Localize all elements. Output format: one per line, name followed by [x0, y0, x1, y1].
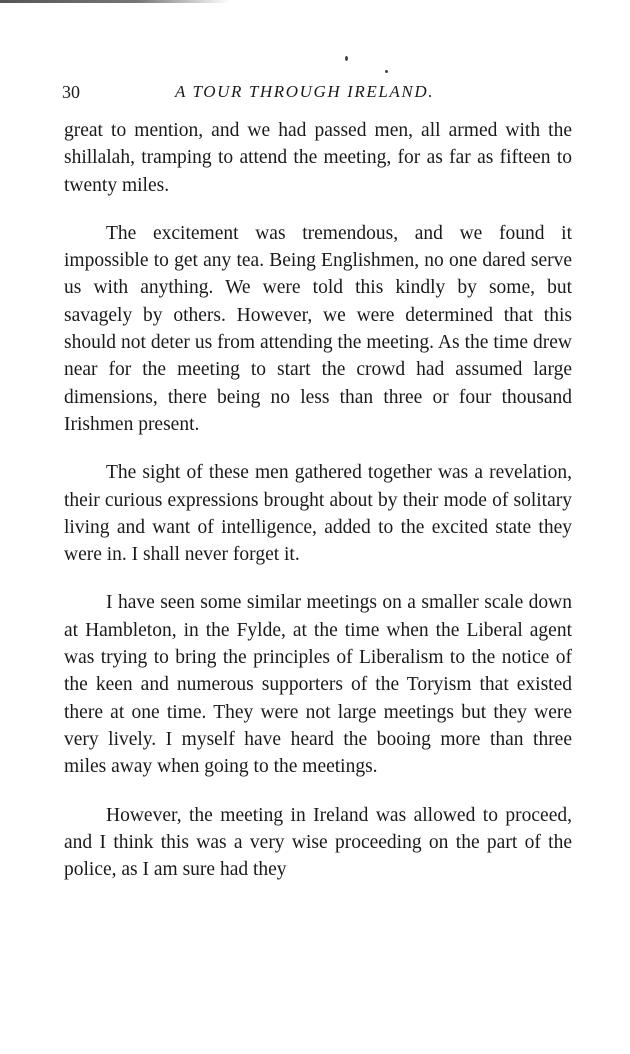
- ink-speck: [345, 56, 348, 61]
- ink-speck: [385, 70, 388, 73]
- paragraph: The excitement was tremendous, and we found it impossible to get any tea. Being Englishmen, no one dared serve us with anything. We were told this kindly by some, but savagely by others. However, we were determined that this should not deter us from attending the meeting. As the time drew near for the meeting to start the crowd had assumed large dimensions, there being no less than three or four thousand Irishmen present.: [64, 222, 572, 435]
- paragraph: However, the meeting in Ireland was allowed to proceed, and I think this was a very wise proceeding on the part of the police, as I am sure had they: [64, 804, 572, 881]
- paragraph: great to mention, and we had passed men, all armed with the shillalah, tramping to attend the meeting, for as far as fifteen to twenty miles.: [64, 120, 572, 196]
- body-text: [64, 117, 572, 904]
- page-header: [62, 82, 552, 106]
- paragraph: I have seen some similar meetings on a smaller scale down at Hambleton, in the Fylde, at the time when the Liberal agent was trying to bring the principles of Liberalism to the notice of the keen and numerous supporters of the Toryism that existed there at one time. They were not large meetings but they were very lively. I myself have heard the booing more than three miles away when going to the meetings.: [64, 592, 572, 778]
- running-title: A TOUR THROUGH IRELAND.: [175, 82, 435, 101]
- paragraph: The sight of these men gathered together was a revelation, their curious expressions brought about by their mode of solitary living and want of intelligence, added to the excited state they were in. I shall never forget it.: [64, 462, 572, 566]
- scan-edge-mark: [0, 0, 230, 3]
- page-number: 30: [62, 82, 80, 102]
